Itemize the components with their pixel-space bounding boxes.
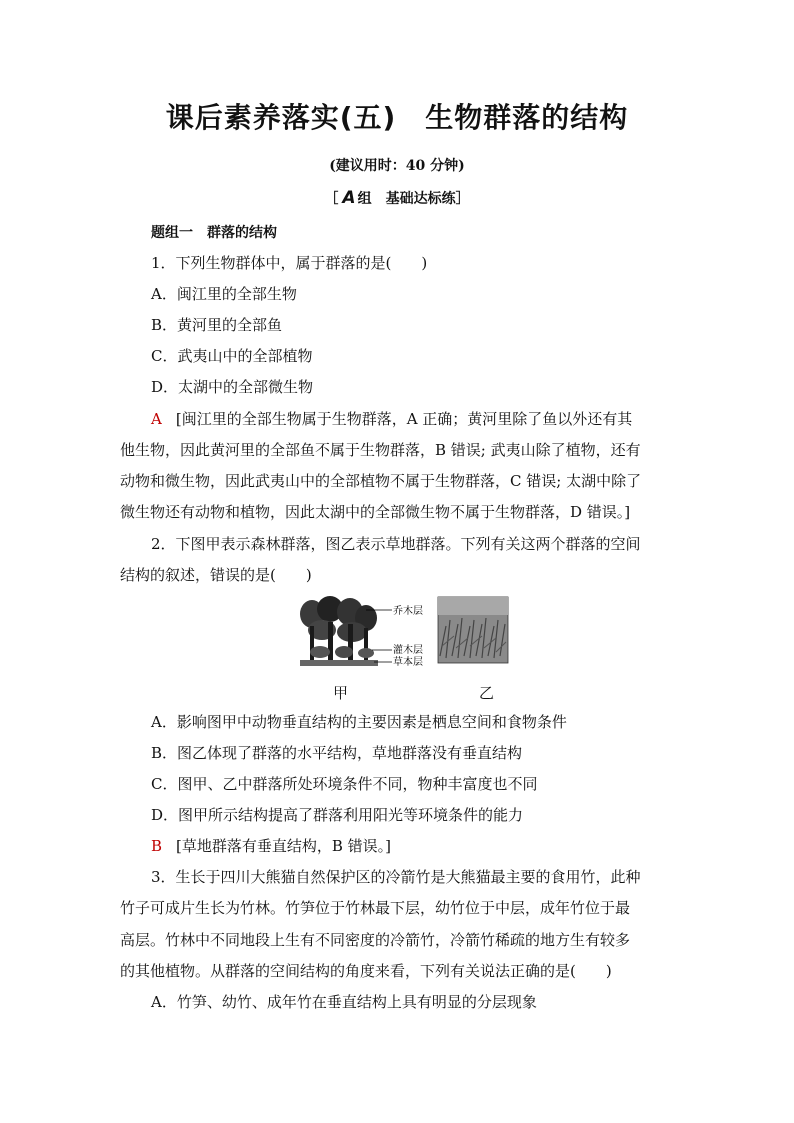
section-label: 题组一 群落的结构 <box>151 225 277 241</box>
q1-explanation-line-1: A [闽江里的全部生物属于生物群落，A 正确；黄河里除了鱼以外还有其 <box>151 410 633 428</box>
q3-stem-line-4: 的其他植物。从群落的空间结构的角度来看，下列有关说法正确的是( ) <box>120 962 612 980</box>
q2-answer: B <box>151 837 163 855</box>
bracket-open: ［ <box>324 191 339 207</box>
group-letter: A <box>342 188 356 208</box>
q2-option-c: C．图甲、乙中群落所处环境条件不同，物种丰富度也不同 <box>151 775 538 793</box>
group-heading <box>0 188 794 208</box>
page-title: 课后素养落实(五) 生物群落的结构 <box>165 101 629 134</box>
q1-option-b: B．黄河里的全部鱼 <box>151 316 283 334</box>
q2-option-d: D．图甲所示结构提高了群落利用阳光等环境条件的能力 <box>151 806 524 824</box>
q2-explanation: B [草地群落有垂直结构，B 错误。] <box>151 837 392 855</box>
q1-option-a: A．闽江里的全部生物 <box>151 285 297 303</box>
layer-label-shrub: 灌木层 <box>393 645 423 656</box>
figure-caption-jia: 甲 <box>333 684 349 702</box>
q2-stem-line-1: 2．下图甲表示森林群落，图乙表示草地群落。下列有关这两个群落的空间 <box>151 535 641 553</box>
q3-stem-line-1: 3．生长于四川大熊猫自然保护区的冷箭竹是大熊猫最主要的食用竹，此种 <box>151 868 641 886</box>
q1-option-d: D．太湖中的全部微生物 <box>151 378 314 396</box>
q2-option-b: B．图乙体现了群落的水平结构，草地群落没有垂直结构 <box>151 744 523 762</box>
q1-stem: 1．下列生物群体中，属于群落的是( ) <box>151 254 428 272</box>
q1-answer: A <box>151 410 162 428</box>
q3-stem-line-3: 高层。竹林中不同地段上生有不同密度的冷箭竹，冷箭竹稀疏的地方生有较多 <box>120 931 631 949</box>
q1-option-c: C．武夷山中的全部植物 <box>151 347 313 365</box>
q3-option-a: A．竹笋、幼竹、成年竹在垂直结构上具有明显的分层现象 <box>151 993 537 1011</box>
q2-stem-line-2: 结构的叙述，错误的是( ) <box>120 566 312 584</box>
group-label: 组 基础达标练 <box>357 191 456 207</box>
q1-explanation-line-3: 动物和微生物，因此武夷山中的全部植物不属于生物群落，C 错误; 太湖中除了 <box>120 472 642 490</box>
q1-explanation-line-4: 微生物还有动物和植物，因此太湖中的全部微生物不属于生物群落，D 错误。] <box>120 503 631 521</box>
grassland-illustration <box>438 597 508 663</box>
layer-label-tree: 乔木层 <box>393 606 423 617</box>
time-note: (建议用时：40 分钟) <box>329 158 465 174</box>
q1-explanation-line-2: 他生物，因此黄河里的全部鱼不属于生物群落，B 错误; 武夷山除了植物，还有 <box>120 441 641 459</box>
layer-label-herb: 草本层 <box>393 657 423 668</box>
community-figure <box>300 596 510 670</box>
forest-illustration <box>300 596 378 670</box>
bracket-close: ］ <box>455 191 470 207</box>
q2-option-a: A．影响图甲中动物垂直结构的主要因素是栖息空间和食物条件 <box>151 713 567 731</box>
figure-caption-yi: 乙 <box>479 684 495 702</box>
q3-stem-line-2: 竹子可成片生长为竹林。竹笋位于竹林最下层，幼竹位于中层，成年竹位于最 <box>120 899 631 917</box>
